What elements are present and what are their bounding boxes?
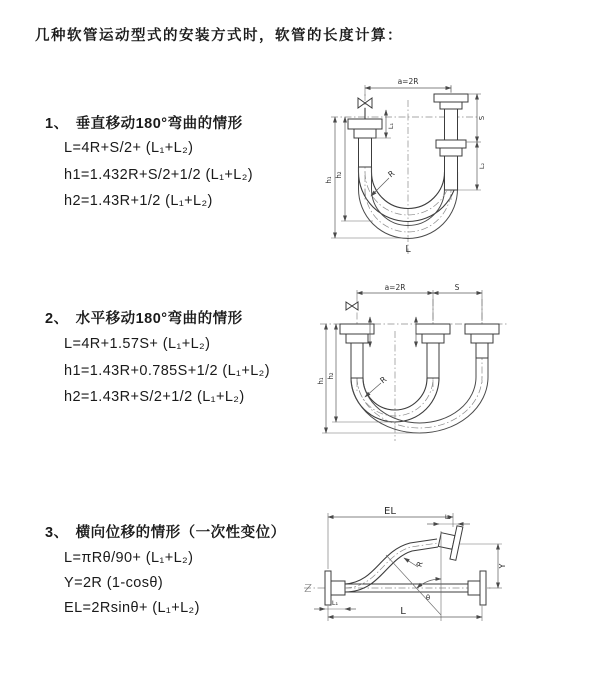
section-1-number: 1、 — [45, 116, 69, 132]
dimensions — [314, 506, 507, 621]
dim-label-l2: L₂ — [478, 162, 486, 170]
section-1-formula-L: L=4R+S/2+ (L₁+L₂) — [64, 140, 194, 156]
section-3-title: 横向位移的情形（一次性变位） — [75, 525, 286, 541]
section-3-number: 3、 — [45, 525, 69, 541]
dim-label-r: R — [414, 560, 425, 569]
angle-construction — [386, 531, 441, 621]
section-2-formula-h1: h1=1.43R+0.785S+1/2 (L₁+L₂) — [64, 363, 270, 379]
right-pipe-fitting — [434, 94, 468, 190]
dim-label-s: S — [454, 283, 460, 292]
dim-label-l2: L₂ — [444, 513, 452, 521]
braided-section — [351, 343, 363, 378]
dim-label-length: L — [405, 244, 411, 255]
dim-label-theta: θ — [425, 594, 431, 602]
dim-label-y: Y — [498, 563, 507, 569]
dim-label-l1: L₁ — [387, 122, 395, 130]
section-1-formula-h1: h1=1.432R+S/2+1/2 (L₁+L₂) — [64, 167, 254, 183]
section-3-heading — [45, 521, 286, 542]
hose-displaced-position — [345, 523, 463, 592]
dim-label-r: R — [378, 374, 389, 386]
dim-label-h1: h₁ — [325, 176, 333, 184]
section-1-formula-h2: h2=1.43R+1/2 (L₁+L₂) — [64, 193, 213, 209]
moved-pipe-fitting — [436, 523, 463, 560]
section-1-title: 垂直移动180°弯曲的情形 — [75, 116, 243, 132]
section-3-formula-EL: EL=2Rsinθ+ (L₁+L₂) — [64, 600, 200, 616]
dim-label-h2: h₂ — [327, 372, 335, 380]
valve-icon — [346, 302, 358, 310]
diagram-vertical-180-bend — [313, 72, 600, 262]
section-3-formula-L: L=πRθ/90+ (L₁+L₂) — [64, 550, 194, 566]
section-2-formula-L: L=4R+1.57S+ (L₁+L₂) — [64, 336, 211, 352]
section-2-number: 2、 — [45, 311, 69, 327]
section-1-heading — [45, 112, 243, 133]
dim-label-s: S — [478, 115, 486, 121]
page-title: 几种软管运动型式的安装方式时，软管的长度计算： — [35, 28, 403, 44]
moved-pipe-fitting — [465, 324, 499, 358]
dim-label-r: R — [386, 168, 397, 180]
dimensions — [317, 283, 482, 433]
diagram-horizontal-180-bend — [312, 283, 600, 463]
dim-label-el: EL — [384, 506, 396, 517]
section-2-formula-h2: h2=1.43R+S/2+1/2 (L₁+L₂) — [64, 389, 245, 405]
left-pipe-fitting — [348, 98, 382, 167]
centerlines — [320, 299, 507, 441]
braided-section — [445, 156, 458, 190]
dim-label-length: L — [400, 606, 406, 617]
section-2-heading — [45, 307, 243, 328]
dim-label-h2: h₂ — [335, 171, 343, 179]
dim-label-span: a=2R — [384, 283, 406, 292]
section-3-formula-Y: Y=2R (1-cosθ) — [64, 575, 164, 591]
dim-label-span: a=2R — [397, 77, 419, 86]
dim-label-h1: h₁ — [317, 377, 325, 385]
diagram-lateral-displacement — [298, 503, 600, 645]
dim-label-l1: L₁ — [331, 599, 339, 607]
section-2-title: 水平移动180°弯曲的情形 — [75, 311, 243, 327]
braided-section — [427, 343, 439, 378]
middle-pipe-fitting — [416, 324, 450, 378]
braided-section — [359, 138, 372, 167]
